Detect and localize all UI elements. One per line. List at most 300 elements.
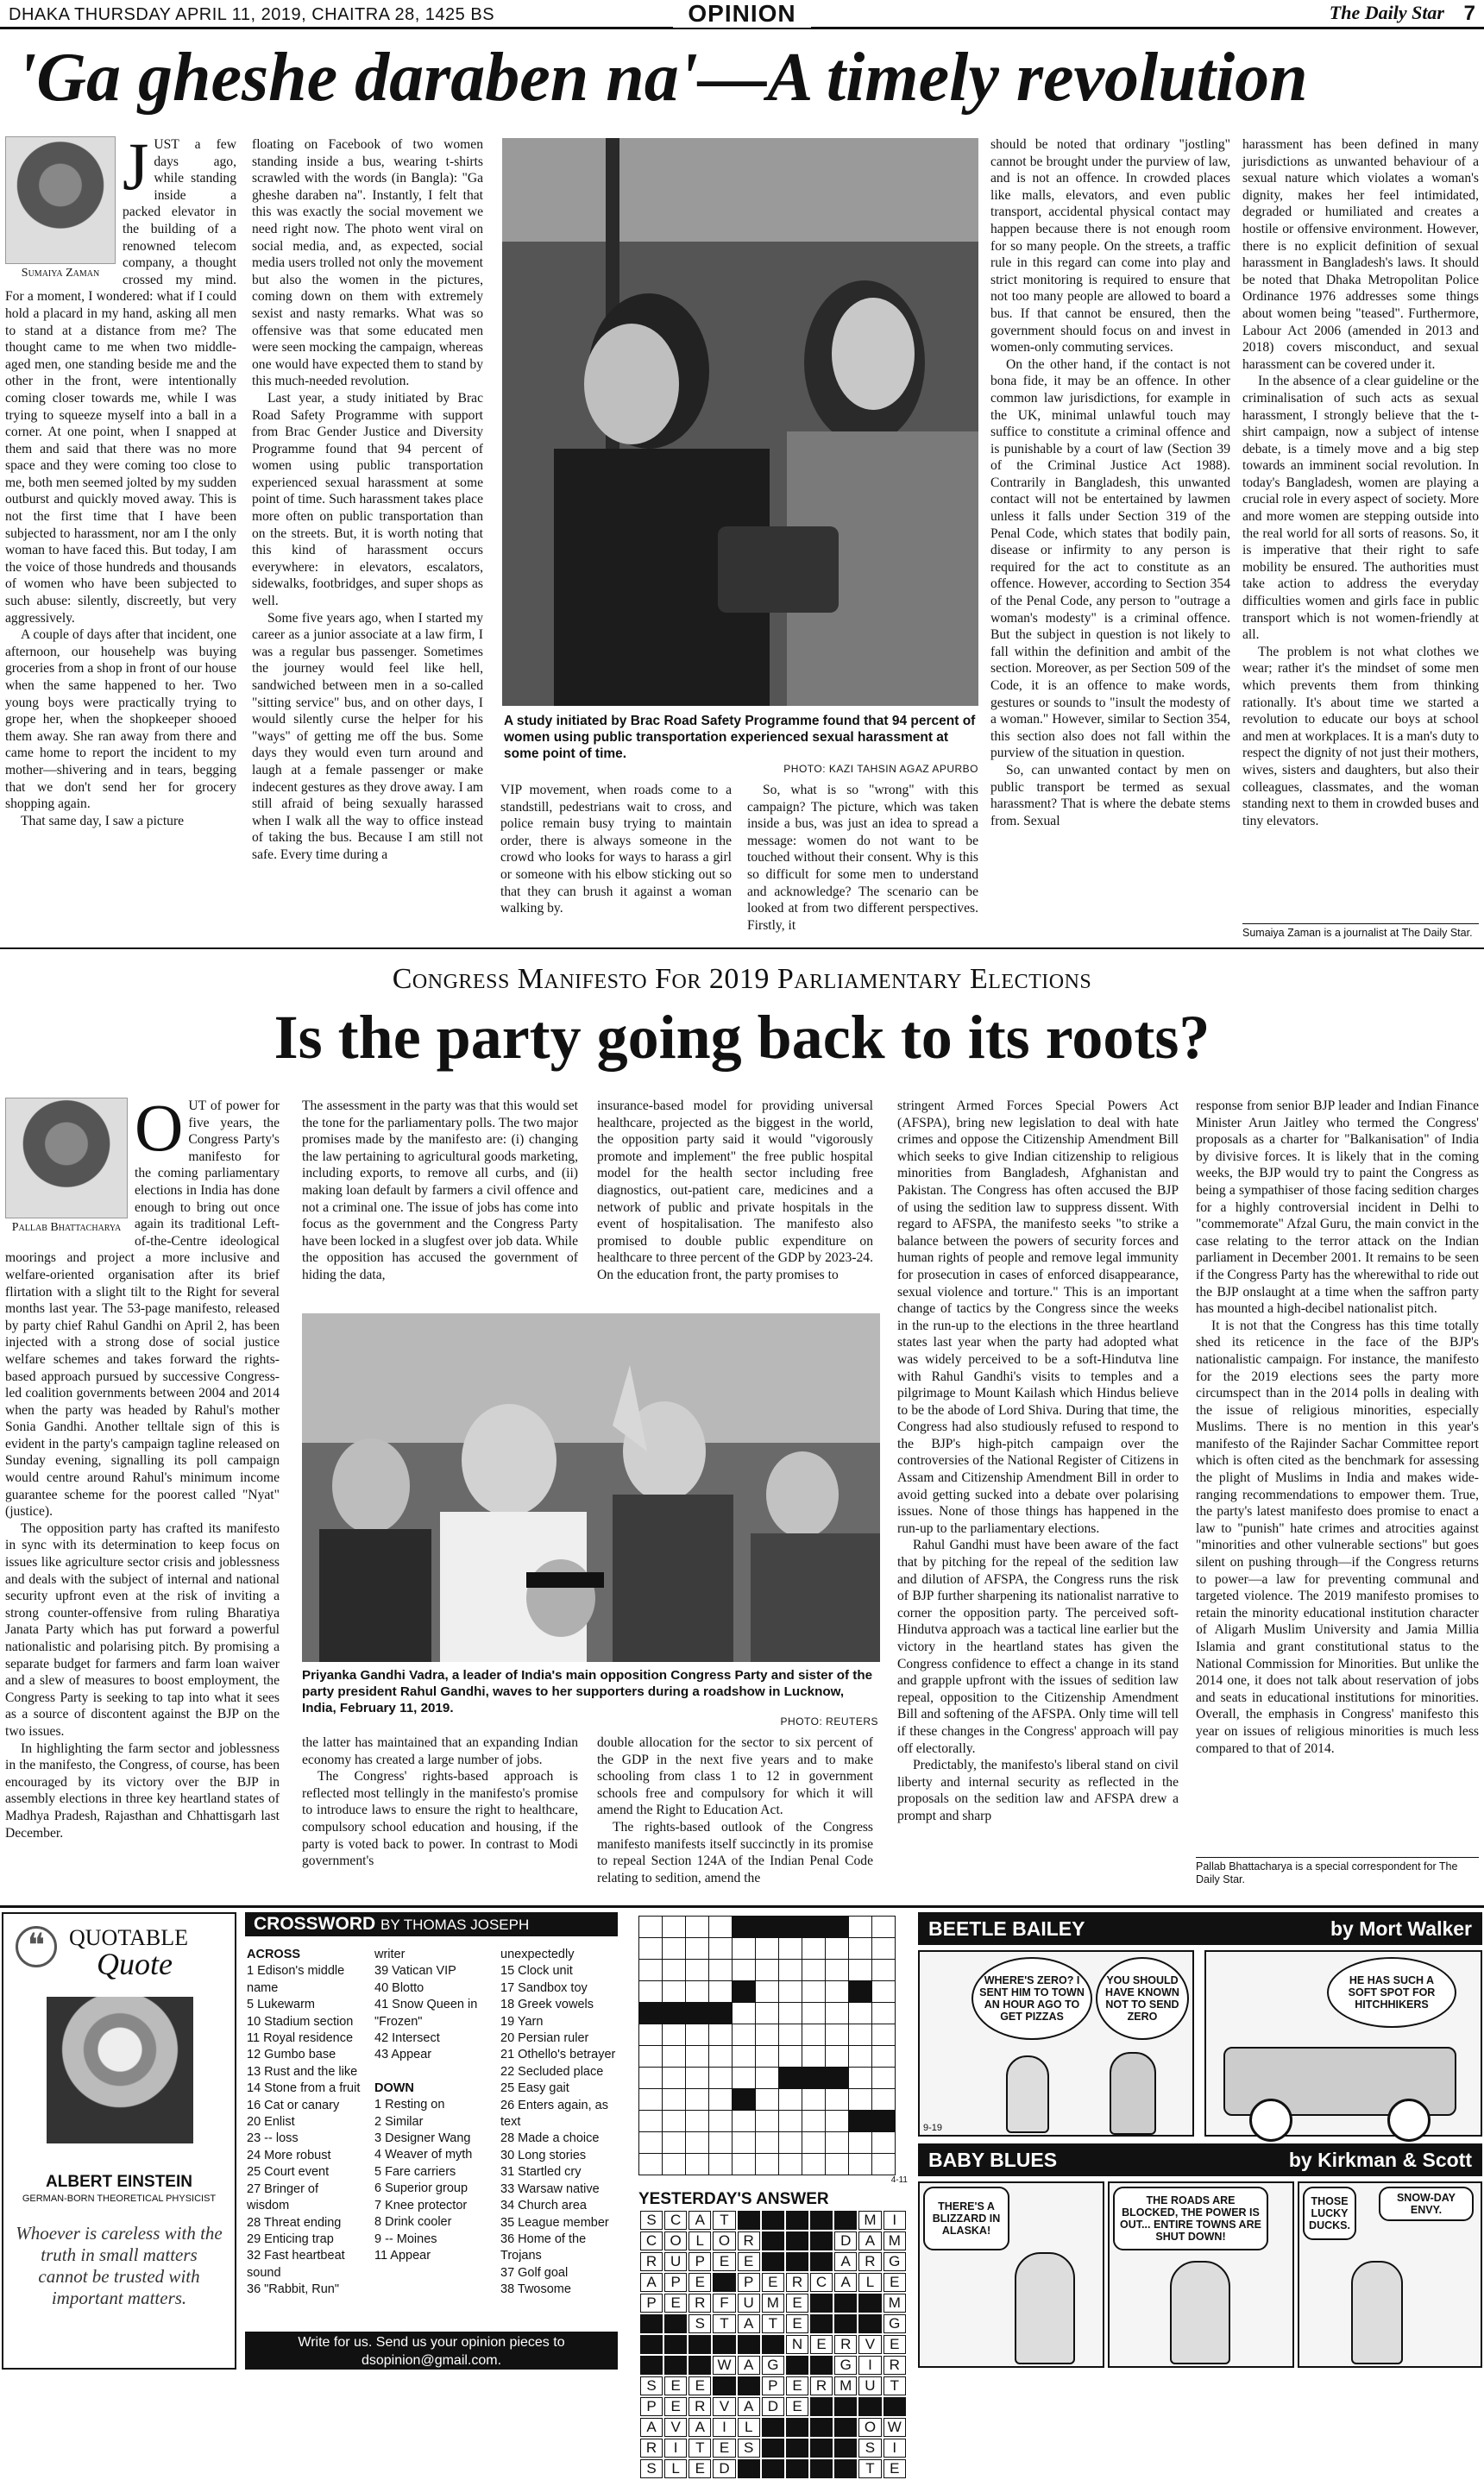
answer-cell: A	[858, 2231, 881, 2250]
answer-cell	[664, 2335, 687, 2354]
answer-cell: W	[713, 2356, 735, 2375]
author-bio: Pallab Bhattacharya is a special correspondent for The Daily Star.	[1196, 1860, 1458, 1885]
grid-cell	[779, 2068, 802, 2089]
answer-cell: V	[858, 2335, 881, 2354]
answer-cell	[834, 2418, 857, 2437]
answer-cell	[786, 2356, 808, 2375]
answer-cell: R	[786, 2273, 808, 2292]
spacer	[374, 2064, 492, 2080]
grid-cell	[709, 2068, 733, 2089]
comic-panel	[1204, 1950, 1482, 2137]
answer-cell	[810, 2211, 833, 2230]
answer-row	[640, 2439, 906, 2458]
answer-row	[640, 2418, 906, 2437]
clue: 26 Enters again, as text	[500, 2098, 608, 2130]
headline-article1: 'Ga gheshe daraben na'—A timely revolution	[17, 40, 1308, 116]
clue: 25 Easy gait	[500, 2081, 569, 2096]
answer-cell: S	[640, 2211, 663, 2230]
wheel	[1249, 2099, 1292, 2142]
answer-cell	[883, 2397, 906, 2416]
grid-cell	[756, 1938, 779, 1960]
grid-cell	[849, 2132, 872, 2154]
crossword-title: CROSSWORD	[254, 1914, 376, 1934]
across-label: ACROSS	[247, 1948, 301, 1961]
grid-cell	[733, 1960, 756, 1981]
answer-row	[640, 2459, 906, 2478]
answer-cell	[689, 2356, 711, 2375]
clue: writer	[374, 1948, 406, 1961]
paragraph: In the absence of a clear guideline or the criminalisation of such acts as sexual harassment, I strongly believe that the t-shirt campaign, now a subject of intense debate, is a timely move and a big step towards an imminent social revolution. In today's Bangladesh, women are playing a crucial role in every aspect of society. More and more women are stepping outside into the real world for all sorts of reasons. So, it is imperative that their right to safe mobility be ensured. The authorities must take action to address the everyday difficulties women and girls face in public transport which is not women-friendly at all.	[1242, 374, 1479, 643]
grid-cell	[709, 2089, 733, 2111]
speech-bubble: THE ROADS ARE BLOCKED, THE POWER IS OUT... ENTIRE TOWNS ARE SHUT DOWN!	[1113, 2187, 1268, 2250]
grid-cell	[663, 2154, 686, 2175]
paragraph: double allocation for the sector to six percent of the GDP in the next five years and to make schooling from class 1 to 12 in government schools free and compulsory for which it will amend the Right to Education Act.	[597, 1735, 873, 1818]
clue: 8 Drink cooler	[374, 2215, 452, 2230]
grid-cell	[709, 2154, 733, 2175]
grid-cell	[733, 2003, 756, 2024]
character-figure	[1110, 2052, 1156, 2135]
answer-cell	[810, 2418, 833, 2437]
grid-cell	[756, 1981, 779, 2003]
clue: 2 Similar	[374, 2114, 424, 2129]
answer-cell: F	[713, 2294, 735, 2313]
clue: 41 Snow Queen in "Frozen"	[374, 1998, 478, 2029]
answer-cell	[664, 2314, 687, 2333]
answer-cell	[786, 2231, 808, 2250]
grid-cell	[663, 2132, 686, 2154]
submission-footer	[245, 2332, 618, 2370]
answer-cell	[834, 2314, 857, 2333]
answer-cell: T	[762, 2314, 784, 2333]
clue: 24 More robust	[247, 2148, 331, 2162]
author-name: Sumaiya Zaman	[21, 267, 100, 280]
article2-column-3b	[597, 1734, 873, 1898]
answer-cell: P	[689, 2252, 711, 2271]
grid-cell	[756, 2154, 779, 2175]
answer-cell: C	[640, 2231, 663, 2250]
grid-cell	[663, 2046, 686, 2068]
answer-cell: M	[883, 2294, 906, 2313]
puzzle-date: 4-11	[890, 2175, 908, 2185]
answer-cell: C	[810, 2273, 833, 2292]
answer-cell: S	[689, 2314, 711, 2333]
grid-cell	[849, 1917, 872, 1938]
answer-cell: E	[883, 2459, 906, 2478]
grid-row	[639, 2003, 896, 2024]
answer-cell: E	[810, 2335, 833, 2354]
grid-cell	[663, 2111, 686, 2132]
clue: 29 Enticing trap	[247, 2231, 334, 2246]
answer-cell: E	[664, 2397, 687, 2416]
grid-cell	[872, 2024, 896, 2046]
answer-cell	[810, 2294, 833, 2313]
answer-cell: A	[738, 2397, 760, 2416]
clue: 10 Stadium section	[247, 2014, 354, 2029]
grid-cell	[872, 2132, 896, 2154]
answer-cell: E	[786, 2314, 808, 2333]
grid-cell	[709, 2132, 733, 2154]
email-link[interactable]: dsopinion@gmail.com.	[361, 2353, 502, 2368]
answer-cell: E	[713, 2252, 735, 2271]
answer-cell: E	[762, 2273, 784, 2292]
section-label: OPINION	[673, 0, 811, 28]
paragraph: harassment has been defined in many jurisdictions as unwanted behaviour of a sexual nature which violates a woman's dignity, makes her feel intimidated, degraded or humiliated and creates a hostile or offensive environment. However, there is no explicit definition of sexual harassment in Bangladesh's laws. It should be noted that Dhaka Metropolitan Police Ordinance 1976 addresses some things about women being "teased". Furthermore, Labour Act 2006 (amended in 2013 and 2018) covers misconduct, and sexual harassment can be covered under it.	[1242, 137, 1479, 372]
grid-cell	[733, 2154, 756, 2175]
clue: 37 Golf goal	[500, 2265, 569, 2280]
clue: 7 Knee protector	[374, 2198, 468, 2212]
answer-cell: M	[834, 2376, 857, 2395]
grid-cell	[733, 2024, 756, 2046]
paragraph: On the other hand, if the contact is not bona fide, it may be an offence. In other common law jurisdictions, for example in the UK, minimal unlawful touch may suffice to constitute a criminal offence and is punishable by a court of law (Section 39 of the Criminal Justice Act 1988). Contrarily in Bangladesh, this unwanted contact will not be entertained by lawmen unless it falls under Section 319 of the Penal Code, which states that bodily pain, disease or infirmity to any person is required for the act to constitute as an offence. However, according to Section 354 of the Penal Code, any person to "outrage a woman's modesty" is a criminal offence. But the subject in question is not likely to fall within the definition and ambit of the section. Moreover, as per Section 509 of the Code, it is an offence to make words, gestures or sounds to "insult the modesty of a woman." However, similar to Section 354, this section also does not fall within the purview of the situation in question.	[990, 356, 1230, 761]
grid-cell	[733, 2046, 756, 2068]
clue: 6 Superior group	[374, 2181, 468, 2196]
comic-header	[918, 2143, 1482, 2176]
quote-text: Whoever is careless with the truth in small matters cannot be trusted with important matters.	[16, 2223, 223, 2308]
grid-cell	[639, 1917, 663, 1938]
clue: 23 -- loss	[247, 2131, 299, 2146]
character-figure	[1351, 2261, 1403, 2364]
down-label: DOWN	[374, 2080, 414, 2095]
paragraph: The Congress' rights-based approach is reflected most tellingly in the manifesto's promise to introduce laws to ensure the right to healthcare, compulsory school education and housing, if the party is voted back to power. In contrast to Modi government's	[302, 1769, 578, 1869]
grid-cell	[686, 2089, 709, 2111]
answer-cell: V	[664, 2418, 687, 2437]
answer-cell	[762, 2459, 784, 2478]
grid-cell	[709, 2046, 733, 2068]
crossword-grid	[638, 1916, 908, 2480]
answer-cell: G	[762, 2356, 784, 2375]
answer-row	[640, 2335, 906, 2354]
article1-column-6	[1242, 136, 1479, 922]
drop-cap: O	[135, 1090, 184, 1165]
answer-cell: E	[786, 2376, 808, 2395]
grid-cell	[663, 2003, 686, 2024]
answer-grid	[638, 2209, 908, 2480]
answer-cell: R	[858, 2252, 881, 2271]
clue: 1 Resting on	[374, 2098, 445, 2112]
clue: 5 Lukewarm	[247, 1998, 315, 2012]
grid-cell	[826, 2003, 849, 2024]
grid-cell	[849, 2046, 872, 2068]
section-divider	[0, 1905, 1484, 1908]
grid-cell	[686, 2132, 709, 2154]
answer-cell: E	[738, 2252, 760, 2271]
photo-caption: Priyanka Gandhi Vadra, a leader of India's main opposition Congress Party and sister of the party president Rahul Gandhi, waves to her supporters during a roadshow in Lucknow, India, February 11, 2019.	[302, 1668, 873, 1715]
answer-cell: A	[689, 2211, 711, 2230]
photo-credit: PHOTO: REUTERS	[780, 1715, 878, 1728]
paragraph: should be noted that ordinary "jostling" cannot be brought under the purview of law, and is not an offence. In crowded places like malls, elevators, and even public transport, accidental physical contact may happen because there is not enough room for so many people. On the streets, a traffic rule in this regard can come into play and strict monitoring is required to ensure that not too many people are allowed to board a bus. If that cannot be ensured, then the government should focus on and invest in women-only commuting services.	[990, 137, 1230, 356]
answer-cell: O	[858, 2418, 881, 2437]
answer-row	[640, 2294, 906, 2313]
grid-cell	[872, 1938, 896, 1960]
grid-row	[639, 1938, 896, 1960]
answer-cell: E	[689, 2459, 711, 2478]
clue: 43 Appear	[374, 2048, 432, 2062]
comic-title: BEETLE BAILEY	[928, 1917, 1085, 1940]
speech-bubble: YOU SHOULD HAVE KNOWN NOT TO SEND ZERO	[1096, 1957, 1189, 2040]
grid-cell	[826, 2154, 849, 2175]
clue: 42 Intersect	[374, 2031, 440, 2046]
comic-date: 9-19	[923, 2123, 943, 2133]
answer-cell: E	[786, 2397, 808, 2416]
divider	[1196, 1857, 1479, 1858]
answer-row	[640, 2211, 906, 2230]
puzzle-grid	[638, 1916, 896, 2175]
answer-cell	[713, 2273, 735, 2292]
grid-cell	[826, 1981, 849, 2003]
grid-cell	[826, 1917, 849, 1938]
answer-cell: M	[858, 2211, 881, 2230]
quote-icon: ❝	[16, 1926, 57, 1967]
answer-cell	[786, 2252, 808, 2271]
paragraph: Some five years ago, when I started my career as a junior associate at a law firm, I was a regular bus passenger. Sometimes the journey would feel like hell, sandwiched between men in a so-called "sitting service" bus, and on other days, I would silently curse the helper for his "ways" of getting me off the bus. Some days they would even turn around and laugh at a female passenger or make indecent gestures as they drove away. I am still afraid of being sexually harassed when I walk all the way to office instead of taking the bus. Because I am still not safe. Every time during a	[252, 610, 483, 862]
answer-cell	[713, 2335, 735, 2354]
clue: 21 Othello's betrayer	[500, 2048, 616, 2062]
answer-cell	[762, 2335, 784, 2354]
grid-row	[639, 1960, 896, 1981]
answer-cell: E	[713, 2439, 735, 2458]
answer-cell: A	[640, 2273, 663, 2292]
answer-cell: D	[713, 2459, 735, 2478]
answer-cell	[786, 2418, 808, 2437]
grid-row	[639, 2068, 896, 2089]
answer-cell	[810, 2439, 833, 2458]
grid-cell	[849, 2003, 872, 2024]
paper-logo: The Daily Star	[1329, 2, 1444, 23]
grid-cell	[709, 2111, 733, 2132]
grid-cell	[756, 2068, 779, 2089]
grid-cell	[709, 2024, 733, 2046]
grid-cell	[872, 2111, 896, 2132]
answer-cell	[762, 2252, 784, 2271]
paragraph: insurance-based model for providing universal healthcare, projected as the biggest in the world, the opposition party said it would "vigorously promote and implement" the free public hospital model for the health sector including free diagnostics, out-patient care, medicines and a network of public and private hospitals in the event of hospitalisation. The manifesto also promised to double public expenditure on healthcare to three percent of the GDP by 2023-24. On the education front, the party promises to	[597, 1098, 873, 1282]
grid-cell	[849, 1960, 872, 1981]
answer-cell: A	[834, 2252, 857, 2271]
answer-cell: T	[858, 2459, 881, 2478]
answer-cell	[786, 2211, 808, 2230]
clue: 25 Court event	[247, 2165, 330, 2180]
answer-cell: I	[883, 2439, 906, 2458]
clue: 39 Vatican VIP	[374, 1964, 456, 1979]
comic-beetle-bailey	[918, 1912, 1482, 2138]
wheel	[1387, 2099, 1431, 2142]
grid-cell	[733, 2111, 756, 2132]
grid-cell	[756, 1917, 779, 1938]
answer-row	[640, 2314, 906, 2333]
divider	[1242, 923, 1479, 924]
answer-cell	[858, 2397, 881, 2416]
answer-cell	[640, 2356, 663, 2375]
comic-title: BABY BLUES	[928, 2149, 1058, 2171]
article2-column-2	[302, 1098, 578, 1305]
clue: 31 Startled cry	[500, 2165, 582, 2180]
clue: 19 Yarn	[500, 2014, 544, 2029]
quote-title-top: QUOTABLE	[69, 1925, 189, 1950]
clue: 17 Sandbox toy	[500, 1980, 588, 1995]
clue: 11 Appear	[374, 2248, 431, 2263]
grid-cell	[779, 1981, 802, 2003]
answer-cell: S	[640, 2459, 663, 2478]
grid-cell	[872, 2046, 896, 2068]
paragraph: UST a few days ago, while standing inside a packed elevator in the building of a renowned telecom company, a thought crossed my mind. For a moment, I wondered: what if I could hold a placard in my hand, asking all men to stand at a distance from me? The thought came to me when two middle-aged men, one standing beside me and the other in the front, were intentionally coming closer towards me, while I was trying to squeeze myself into a ball in a corner. At one point, when I snapped at them and said that there was no more space and they were coming too close to me, both men seemed jolted by my sudden outburst and quickly moved away. This is not the first time that I have been subjected to harassment, nor am I the only woman to have faced this. But today, I am the voice of those hundreds and thousands of women who have been subjected to such abuse: silently, discreetly, but very aggressively.	[5, 137, 236, 626]
grid-cell	[663, 1981, 686, 2003]
answer-cell	[664, 2356, 687, 2375]
paragraph: It is not that the Congress has this time totally shed its reticence in the face of the BJP's nationalistic campaign. For instance, the manifesto for the 2019 elections sees the party more circumspect than in the 2014 polls in dealing with the issue of religious minorities, especially Muslims. There is no mention in this year's manifesto of the Rajinder Sachar Committee report which is often cited as the benchmark for assessing the plight of Muslims in India and makes wide-ranging recommendations to empower them. True, the party's latest manifesto does promise to enact a law to "punish" hate crimes and atrocities against "minorities and other vulnerable sections" but goes silent on pushing through—if the Congress returns to power—a law for preventing communal and targeted violence. The 2019 manifesto promises to retain the minority educational institution character of Aligarh Muslim University and Jamia Millia Islamia and grant constitutional status to the National Commission for Minorities. But unlike the 2014 one, it does not talk about reservation of jobs and seats in educational institutions for minorities. Overall, the emphasis in Congress' manifesto this year on issues of religious minorities is much less compared to that of 2014.	[1196, 1318, 1479, 1756]
grid-cell	[639, 1981, 663, 2003]
crossword-byline: BY THOMAS JOSEPH	[380, 1917, 530, 1933]
paragraph: So, can unwanted contact by men on public transport be termed as sexual harassment? That is where the debate stems from. Sexual	[990, 762, 1230, 828]
grid-cell	[779, 2154, 802, 2175]
answer-cell: R	[689, 2397, 711, 2416]
clue-column-2	[374, 1947, 492, 2264]
grid-cell	[639, 2024, 663, 2046]
answer-cell: I	[713, 2418, 735, 2437]
author-card	[5, 1098, 128, 1235]
grid-cell	[756, 2046, 779, 2068]
grid-cell	[709, 1960, 733, 1981]
answer-cell: G	[834, 2356, 857, 2375]
answer-cell	[858, 2294, 881, 2313]
answer-cell: G	[883, 2252, 906, 2271]
grid-cell	[686, 1960, 709, 1981]
grid-cell	[756, 2003, 779, 2024]
clue: 1 Edison's middle name	[247, 1964, 345, 1995]
rally-photo	[302, 1313, 880, 1662]
grid-row	[639, 2132, 896, 2154]
answer-row	[640, 2231, 906, 2250]
comic-byline: by Mort Walker	[1330, 1917, 1472, 1940]
answer-cell: E	[883, 2335, 906, 2354]
grid-cell	[709, 1917, 733, 1938]
grid-cell	[802, 2132, 826, 2154]
crossword-panel	[245, 1912, 618, 2370]
answer-cell	[762, 2418, 784, 2437]
answer-cell: R	[810, 2376, 833, 2395]
answer-cell: P	[738, 2273, 760, 2292]
grid-cell	[639, 2068, 663, 2089]
grid-cell	[802, 1981, 826, 2003]
paragraph: The problem is not what clothes we wear; rather it's the mindset of some men which prevents them from thinking rationally. It's about time we started a revolution to educate our boys at school and men at workplaces. It is a man's duty to respect the dignity of not just their mothers, wives, sisters and daughters, but also their colleagues, classmates, and the woman standing next to them in crowded buses and tiny elevators.	[1242, 644, 1479, 828]
grid-cell	[686, 1981, 709, 2003]
headline-article2: Is the party going back to its roots?	[274, 1003, 1210, 1072]
clue: 20 Enlist	[247, 2115, 295, 2130]
comic-panel	[918, 2181, 1104, 2368]
grid-cell	[639, 2046, 663, 2068]
author-card	[5, 136, 116, 280]
answer-cell: R	[640, 2439, 663, 2458]
clue: 28 Threat ending	[247, 2215, 342, 2230]
grid-cell	[663, 1938, 686, 1960]
grid-cell	[756, 1960, 779, 1981]
article1-column-4	[747, 782, 978, 937]
crossword-header	[245, 1912, 618, 1936]
answer-cell: T	[713, 2314, 735, 2333]
answer-cell: V	[713, 2397, 735, 2416]
answer-cell: A	[640, 2418, 663, 2437]
grid-cell	[733, 2132, 756, 2154]
grid-cell	[686, 1938, 709, 1960]
clue: 13 Rust and the like	[247, 2064, 358, 2079]
grid-cell	[802, 2024, 826, 2046]
answer-cell	[810, 2356, 833, 2375]
character-figure	[1006, 2055, 1049, 2133]
answer-cell: T	[713, 2211, 735, 2230]
clue: 27 Bringer of wisdom	[247, 2181, 319, 2213]
grid-cell	[779, 1917, 802, 1938]
photo-illustration	[502, 138, 978, 706]
answer-cell: O	[713, 2231, 735, 2250]
answer-cell: E	[664, 2376, 687, 2395]
grid-cell	[663, 1960, 686, 1981]
answer-cell	[640, 2314, 663, 2333]
answer-cell	[786, 2439, 808, 2458]
clue: 34 Church area	[500, 2199, 587, 2213]
grid-row	[639, 2089, 896, 2111]
grid-cell	[733, 2089, 756, 2111]
grid-cell	[849, 1981, 872, 2003]
answer-row	[640, 2397, 906, 2416]
grid-cell	[686, 2046, 709, 2068]
grid-cell	[872, 2068, 896, 2089]
answer-cell: E	[883, 2273, 906, 2292]
comic-panel	[1298, 2181, 1482, 2368]
paragraph: The assessment in the party was that this would set the tone for the parliamentary polls. The two major promises made by the manifesto are: (i) changing the law pertaining to agricultural goods marketing, including exports, to remove all curbs, and (ii) making loan default by farmers a civil offence and not a criminal one. The issue of jobs has come into focus as the government and the Congress Party have been locked in a slugfest over job data. While the opposition has accused the government of hiding the data,	[302, 1098, 578, 1282]
grid-row	[639, 2046, 896, 2068]
answer-cell: E	[786, 2294, 808, 2313]
photo-caption: A study initiated by Brac Road Safety Programme found that 94 percent of women using public transportation experienced sexual harassment at some point of time.	[504, 714, 976, 761]
clue: 32 Fast heartbeat sound	[247, 2249, 345, 2280]
paragraph: VIP movement, when roads come to a standstill, pedestrians wait to cross, and police remain busy trying to maintain order, there is always someone in the crowd who looks for ways to harass a girl or someone with his elbow sticking out so that they can brush it against a woman walking by.	[500, 783, 732, 916]
grid-cell	[779, 2024, 802, 2046]
grid-cell	[826, 2024, 849, 2046]
grid-cell	[849, 2111, 872, 2132]
grid-cell	[826, 2068, 849, 2089]
grid-cell	[686, 2154, 709, 2175]
grid-cell	[779, 2089, 802, 2111]
answer-cell: E	[689, 2273, 711, 2292]
clue: 12 Gumbo base	[247, 2048, 336, 2062]
grid-cell	[639, 2003, 663, 2024]
paragraph: That same day, I saw a picture	[21, 813, 185, 828]
grid-cell	[663, 2089, 686, 2111]
clue: 16 Cat or canary	[247, 2098, 340, 2112]
answer-cell: L	[858, 2273, 881, 2292]
answer-cell: P	[640, 2397, 663, 2416]
clue: 33 Warsaw native	[500, 2181, 600, 2196]
grid-cell	[872, 2154, 896, 2175]
grid-cell	[686, 2003, 709, 2024]
article2-kicker: Congress Manifesto For 2019 Parliamentary Elections	[392, 963, 1092, 995]
comic-panel	[918, 1950, 1194, 2137]
paragraph: Rahul Gandhi must have been aware of the fact that by pitching for the repeal of the sedition law and dilution of AFSPA, the Congress runs the risk of BJP further sharpening its nationalist narrative to corner the opposition party. The perceived soft-Hindutva approach was a tactical line earlier but the victory in the heartland states has given the Congress confidence to effect a change in its stand and grapple upfront with the issues of sedition law repeal, opposition to the Citizenship Amendment Bill and softening of the AFSPA. Only time will tell if these changes in the Congress' approach will pay off electorally.	[897, 1538, 1179, 1756]
grid-cell	[849, 2089, 872, 2111]
answer-cell: A	[689, 2418, 711, 2437]
paragraph: the latter has maintained that an expanding Indian economy has created a large number of jobs.	[302, 1735, 578, 1767]
answer-cell: A	[738, 2314, 760, 2333]
answer-cell: O	[664, 2231, 687, 2250]
grid-cell	[872, 1960, 896, 1981]
article1-column-5	[990, 136, 1230, 937]
grid-cell	[663, 2024, 686, 2046]
grid-row	[639, 1917, 896, 1938]
article2-column-2b	[302, 1734, 578, 1898]
answer-cell: S	[858, 2439, 881, 2458]
grid-cell	[709, 2003, 733, 2024]
clue: 15 Clock unit	[500, 1964, 573, 1979]
grid-cell	[733, 1981, 756, 2003]
grid-cell	[639, 2154, 663, 2175]
answer-cell: A	[834, 2273, 857, 2292]
paragraph: stringent Armed Forces Special Powers Act (AFSPA), bring new legislation to deal with hate crimes and oppose the Citizenship Amendment Bill which seeks to give Indian citizenship to religious minorities from Bangladesh, Afghanistan and Pakistan. The Congress has often accused the BJP of using the sedition law to suppress dissent. With regard to AFSPA, the manifesto seeks "to strike a balance between the powers of security forces and human rights of people and remove legal immunity for prosecution in cases of enforced disappearance, sexual violence and torture." This is an important change of tactics by the Congress since the weeks in the run-up to the elections in the three heartland states last year when the party had adopted what was widely perceived to be a soft-Hindutva line with Rahul Gandhi's visits to temples and a pilgrimage to Mount Kailash which Hindus believe to be the abode of Lord Shiva. During that time, the Congress had also studiously refused to respond to the BJP's high-pitch campaign over the controversies of the National Register of Citizens in Assam and Citizenship Amendment Bill in order to avoid getting sucked into a debate over polarising issues. None of those things has happened in the run-up to the parliamentary elections.	[897, 1098, 1179, 1536]
